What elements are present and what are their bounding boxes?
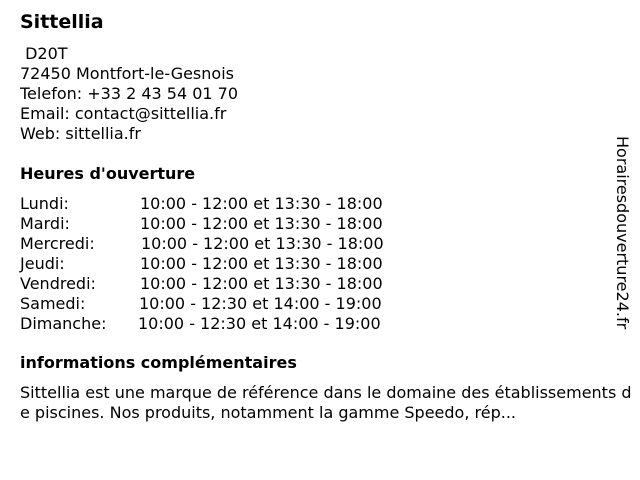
time-value: 10:00 - 12:00 et 13:30 - 18:00 bbox=[140, 214, 383, 233]
business-title: Sittellia bbox=[20, 11, 104, 33]
time-value: 10:00 - 12:00 et 13:30 - 18:00 bbox=[140, 274, 383, 293]
hours-row-wednesday bbox=[20, 234, 440, 254]
address-city: 72450 Montfort-le-Gesnois bbox=[20, 64, 234, 83]
hours-heading: Heures d'ouverture bbox=[20, 164, 196, 183]
day-label: Mercredi: bbox=[20, 234, 95, 253]
day-label: Lundi: bbox=[20, 194, 69, 213]
time-value: 10:00 - 12:00 et 13:30 - 18:00 bbox=[140, 194, 383, 213]
web-line: Web: sittellia.fr bbox=[20, 124, 141, 143]
hours-row-sunday bbox=[20, 314, 440, 334]
phone-line: Telefon: +33 2 43 54 01 70 bbox=[20, 84, 239, 103]
hours-row-monday bbox=[20, 194, 440, 214]
day-label: Dimanche: bbox=[20, 314, 107, 333]
email-line: Email: contact@sittellia.fr bbox=[20, 104, 227, 123]
day-label: Jeudi: bbox=[20, 254, 65, 273]
day-label: Samedi: bbox=[20, 294, 86, 313]
info-description: Sittellia est une marque de référence dans le domaine des établissements de piscines. Nos produits, notamment la gamme Speedo, rép... bbox=[20, 383, 632, 422]
site-watermark: Horairesdouverture24.fr bbox=[613, 136, 632, 330]
hours-row-thursday bbox=[20, 254, 440, 274]
address-block bbox=[20, 44, 238, 144]
time-value: 10:00 - 12:30 et 14:00 - 19:00 bbox=[139, 294, 382, 313]
info-heading: informations complémentaires bbox=[20, 353, 297, 372]
time-value: 10:00 - 12:30 et 14:00 - 19:00 bbox=[138, 314, 381, 333]
day-label: Mardi: bbox=[20, 214, 70, 233]
hours-table bbox=[20, 194, 440, 334]
hours-row-saturday bbox=[20, 294, 440, 314]
hours-row-friday bbox=[20, 274, 440, 294]
time-value: 10:00 - 12:00 et 13:30 - 18:00 bbox=[140, 254, 383, 273]
time-value: 10:00 - 12:00 et 13:30 - 18:00 bbox=[141, 234, 384, 253]
address-street: D20T bbox=[20, 44, 68, 63]
day-label: Vendredi: bbox=[20, 274, 96, 293]
hours-row-tuesday bbox=[20, 214, 440, 234]
